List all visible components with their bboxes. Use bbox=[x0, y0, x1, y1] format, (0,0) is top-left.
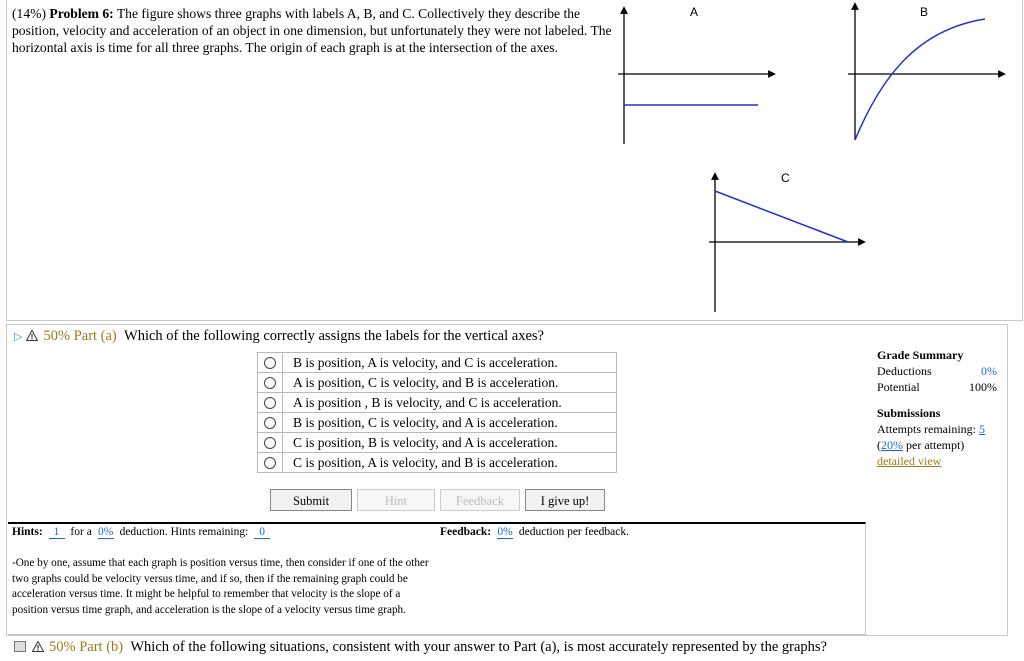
deductions-value: 0% bbox=[981, 364, 997, 378]
graph-a-label: A bbox=[690, 5, 699, 19]
expand-triangle-icon[interactable]: ▷ bbox=[14, 331, 23, 343]
choice-row[interactable] bbox=[258, 393, 617, 413]
warning-icon bbox=[26, 330, 38, 341]
feedback-suffix: deduction per feedback. bbox=[518, 526, 630, 538]
warning-icon bbox=[32, 641, 44, 652]
graph-b-label: B bbox=[920, 5, 929, 19]
problem-body: The figure shows three graphs with labels A, B, and C. Collectively they describe the position, velocity and acceleration of an object in one dimension, but unfortunately they were not labeled. The horizontal axis is time for all three graphs. The origin of each graph is at the intersection of the axes. bbox=[12, 6, 612, 55]
feedback-pct[interactable]: 0% bbox=[497, 526, 513, 538]
choice-radio[interactable] bbox=[264, 437, 276, 449]
part-b-header[interactable] bbox=[14, 638, 827, 656]
hints-count[interactable]: 1 bbox=[49, 526, 65, 539]
hints-deduction-label: deduction. Hints remaining: bbox=[119, 526, 249, 538]
part-b-percent: 50% bbox=[49, 639, 76, 655]
part-a-label: Part (a) bbox=[73, 328, 117, 344]
graph-c-label: C bbox=[781, 171, 790, 185]
give-up-button[interactable]: I give up! bbox=[525, 489, 605, 511]
feedback-label: Feedback: bbox=[440, 526, 492, 538]
hints-remaining[interactable]: 0 bbox=[254, 526, 270, 539]
part-a-percent: 50% bbox=[43, 328, 71, 344]
part-b-question: Which of the following situations, consistent with your answer to Part (a), is most accurately represented by the graphs? bbox=[130, 639, 827, 655]
hint-button[interactable]: Hint bbox=[357, 489, 435, 511]
feedback-summary bbox=[440, 526, 629, 539]
part-a-question: Which of the following correctly assigns the labels for the vertical axes? bbox=[124, 328, 544, 344]
choice-text: A is position , B is velocity, and C is acceleration. bbox=[283, 393, 617, 413]
choice-row[interactable] bbox=[258, 433, 617, 453]
choice-radio[interactable] bbox=[264, 357, 276, 369]
problem-title: Problem 6: bbox=[49, 6, 114, 21]
attempts-label: Attempts remaining: bbox=[877, 422, 976, 436]
potential-value: 100% bbox=[969, 380, 997, 394]
submit-button[interactable]: Submit bbox=[270, 489, 352, 511]
choice-row[interactable] bbox=[258, 353, 617, 373]
hints-summary bbox=[12, 526, 273, 539]
submissions-title: Submissions bbox=[877, 406, 941, 420]
choice-text: C is position, B is velocity, and A is acceleration. bbox=[283, 433, 617, 453]
detailed-view-link[interactable]: detailed view bbox=[877, 454, 942, 468]
choice-radio[interactable] bbox=[264, 397, 276, 409]
grade-summary: Grade Summary Deductions 0% Potential 100% Submissions Attempts remaining: 5 (20% per attempt) detailed view bbox=[877, 348, 997, 468]
hints-label: Hints: bbox=[12, 526, 43, 538]
choice-row[interactable] bbox=[258, 413, 617, 433]
choice-radio[interactable] bbox=[264, 417, 276, 429]
part-a-header bbox=[14, 327, 544, 346]
per-attempt-pct[interactable]: 20% bbox=[881, 438, 903, 452]
choice-row[interactable] bbox=[258, 373, 617, 393]
choice-text: C is position, A is velocity, and B is acceleration. bbox=[283, 453, 617, 473]
potential-label: Potential bbox=[877, 380, 920, 394]
choice-radio[interactable] bbox=[264, 457, 276, 469]
attempts-value[interactable]: 5 bbox=[978, 422, 985, 436]
choice-text: B is position, C is velocity, and A is acceleration. bbox=[283, 413, 617, 433]
hints-for-a: for a bbox=[70, 526, 92, 538]
part-b-label: Part (b) bbox=[79, 639, 124, 655]
choice-row[interactable] bbox=[258, 453, 617, 473]
choice-text: B is position, A is velocity, and C is acceleration. bbox=[283, 353, 617, 373]
feedback-button[interactable]: Feedback bbox=[440, 489, 520, 511]
choice-text: A is position, C is velocity, and B is acceleration. bbox=[283, 373, 617, 393]
problem-weight: (14%) bbox=[12, 6, 46, 21]
deductions-label: Deductions bbox=[877, 364, 932, 378]
per-attempt-label: per attempt) bbox=[906, 438, 965, 452]
hints-deduction-pct[interactable]: 0% bbox=[98, 526, 114, 538]
hint-text: -One by one, assume that each graph is position versus time, then consider if one of the other two graphs could be velocity versus time, and if so, then if the remaining graph could be acceleration versus time. It might be helpful to remember that velocity is the slope of a position versus time graph, and acceleration is the slope of a velocity versus time graph. bbox=[12, 557, 429, 616]
answer-choices bbox=[257, 352, 617, 473]
choice-radio[interactable] bbox=[264, 377, 276, 389]
problem-statement bbox=[12, 5, 612, 56]
collapsed-box-icon[interactable] bbox=[14, 641, 26, 652]
grade-summary-title: Grade Summary bbox=[877, 348, 964, 362]
